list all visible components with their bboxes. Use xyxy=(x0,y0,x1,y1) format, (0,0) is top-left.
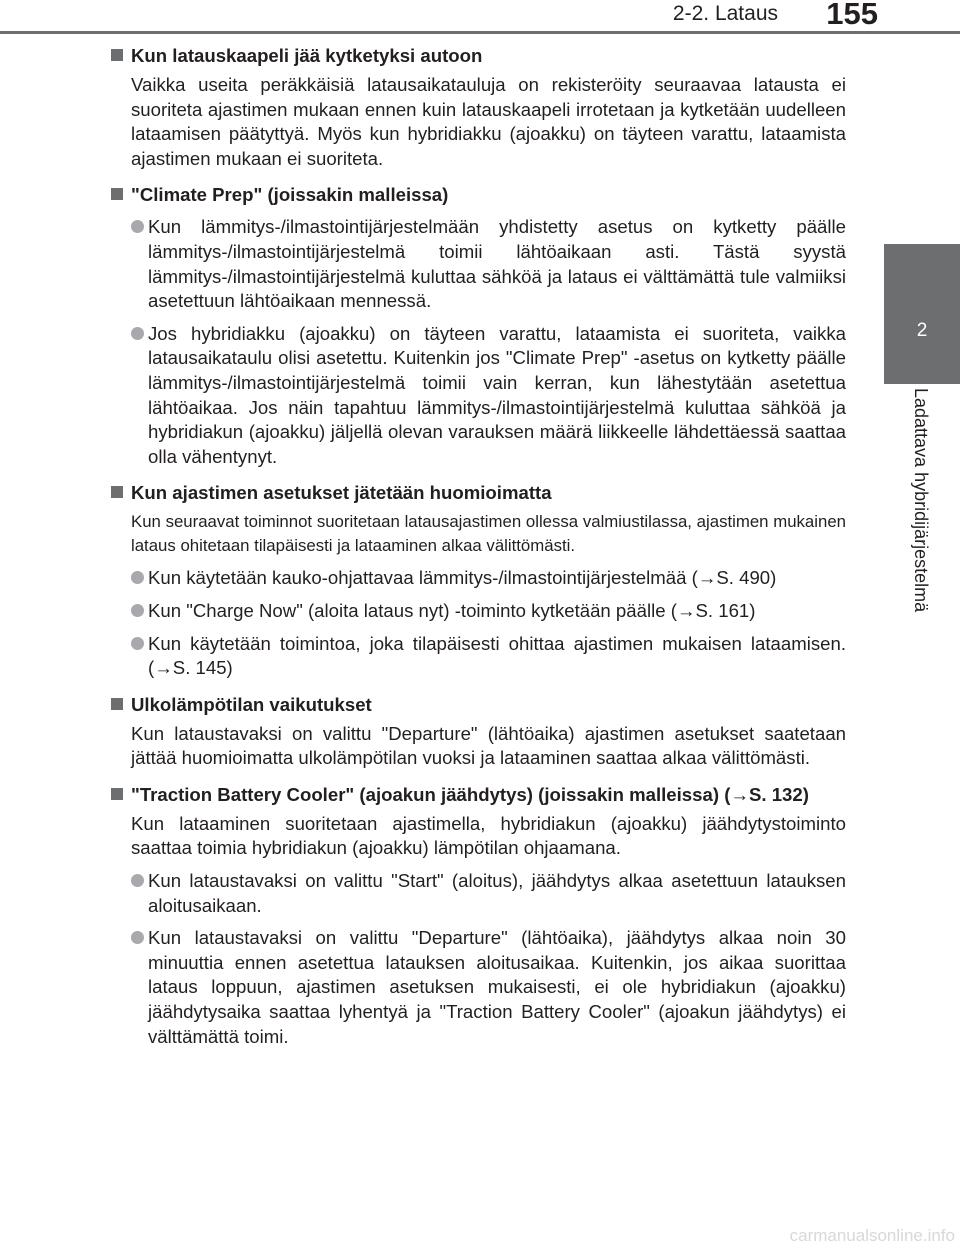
circle-bullet-icon xyxy=(131,637,144,650)
page-content xyxy=(111,44,846,1049)
header-rule xyxy=(0,31,960,34)
circle-bullet-icon xyxy=(131,220,144,233)
list-item: Kun käytetään kauko-ohjattavaa lämmitys-/ilmastointijärjestelmää (→S. 490) xyxy=(131,566,846,591)
circle-bullet-icon xyxy=(131,571,144,584)
page-number: 155 xyxy=(826,0,878,31)
section-heading: Kun latauskaapeli jää kytketyksi autoon xyxy=(111,44,846,68)
chapter-tab xyxy=(884,244,960,384)
chapter-label: Ladattava hybridijärjestelmä xyxy=(911,388,931,613)
circle-bullet-icon xyxy=(131,327,144,340)
square-bullet-icon xyxy=(111,698,123,710)
section-paragraph: Kun seuraavat toiminnot suoritetaan latausajastimen ollessa valmiustilassa, ajastimen mukainen lataus ohitetaan tilapäisesti ja lataaminen alkaa välittömästi. xyxy=(131,512,846,556)
section-paragraph: Vaikka useita peräkkäisiä latausaikatauluja on rekisteröity seuraavaa latausta ei suoriteta ajastimen mukaan ennen kuin latauskaapeli irrotetaan ja kytketään uudelleen lataamisen päätyttyä. Myös kun hybridiakku (ajoakku) on täyteen varattu, lataamista ajastimen mukaan ei suoriteta. xyxy=(131,74,846,169)
chapter-tab-number: 2 xyxy=(916,320,928,341)
section-heading: "Climate Prep" (joissakin malleissa) xyxy=(111,183,846,207)
square-bullet-icon xyxy=(111,49,123,61)
circle-bullet-icon xyxy=(131,874,144,887)
watermark: carmanualsonline.info xyxy=(789,1226,955,1245)
square-bullet-icon xyxy=(111,788,123,800)
section-paragraph: Kun lataaminen suoritetaan ajastimella, hybridiakun (ajoakku) jäähdytystoiminto saattaa toimia hybridiakun (ajoakku) lämpötilan ohjaamana. xyxy=(131,812,846,859)
list-item: Kun lataustavaksi on valittu "Start" (aloitus), jäähdytys alkaa asetettuun latauksen aloitusaikaan. xyxy=(131,869,846,918)
section-heading: Ulkolämpötilan vaikutukset xyxy=(111,693,846,717)
header-section-title: 2-2. Lataus xyxy=(672,2,778,25)
section-paragraph: Kun lataustavaksi on valittu "Departure" (lähtöaika) ajastimen asetukset saatetaan jättää huomioimatta ulkolämpötilan vuoksi ja lataaminen saattaa alkaa välittömästi. xyxy=(131,722,846,769)
list-item: Kun käytetään toimintoa, joka tilapäisesti ohittaa ajastimen mukaisen lataamisen. (→S. 145) xyxy=(131,632,846,681)
square-bullet-icon xyxy=(111,486,123,498)
section-heading: "Traction Battery Cooler" (ajoakun jäähdytys) (joissakin malleissa) (→S. 132) xyxy=(111,783,846,807)
list-item: Jos hybridiakku (ajoakku) on täyteen varattu, lataamista ei suoriteta, vaikka latausaikataulu olisi asetettu. Kuitenkin jos "Climate Prep" -asetus on kytketty päälle lämmitys-/ilmastointijärjestelmä toimii vain kerran, kun lähestytään asetettua lähtöaikaa. Jos näin tapahtuu lämmitys-/ilmastointijärjestelmä kuluttaa sähköä ja hybridiakun (ajoakku) jäljellä olevan varauksen määrä liikkeelle lähdettäessä saattaa olla vähentynyt. xyxy=(131,322,846,470)
list-item: Kun "Charge Now" (aloita lataus nyt) -toiminto kytketään päälle (→S. 161) xyxy=(131,599,846,624)
circle-bullet-icon xyxy=(131,604,144,617)
list-item: Kun lämmitys-/ilmastointijärjestelmään yhdistetty asetus on kytketty päälle lämmitys-/ilmastointijärjestelmä toimii lähtöaikaan asti. Tästä syystä lämmitys-/ilmastointijärjestelmä kuluttaa sähköä ja lataus ei välttämättä tule valmiiksi asetettuun lähtöaikaan mennessä. xyxy=(131,215,846,313)
circle-bullet-icon xyxy=(131,931,144,944)
section-heading: Kun ajastimen asetukset jätetään huomioimatta xyxy=(111,481,846,505)
list-item: Kun lataustavaksi on valittu "Departure" (lähtöaika), jäähdytys alkaa noin 30 minuuttia ennen asetettua latauksen aloitusaikaa. Kuitenkin, jos aikaa suorittaa lataus loppuun, ajastimen asetuksen mukaisesti, ei ole hybridiakun (ajoakku) jäähdytysaika saattaa lyhentyä ja "Traction Battery Cooler" (ajoakun jäähdytys) ei välttämättä toimi. xyxy=(131,926,846,1049)
square-bullet-icon xyxy=(111,188,123,200)
